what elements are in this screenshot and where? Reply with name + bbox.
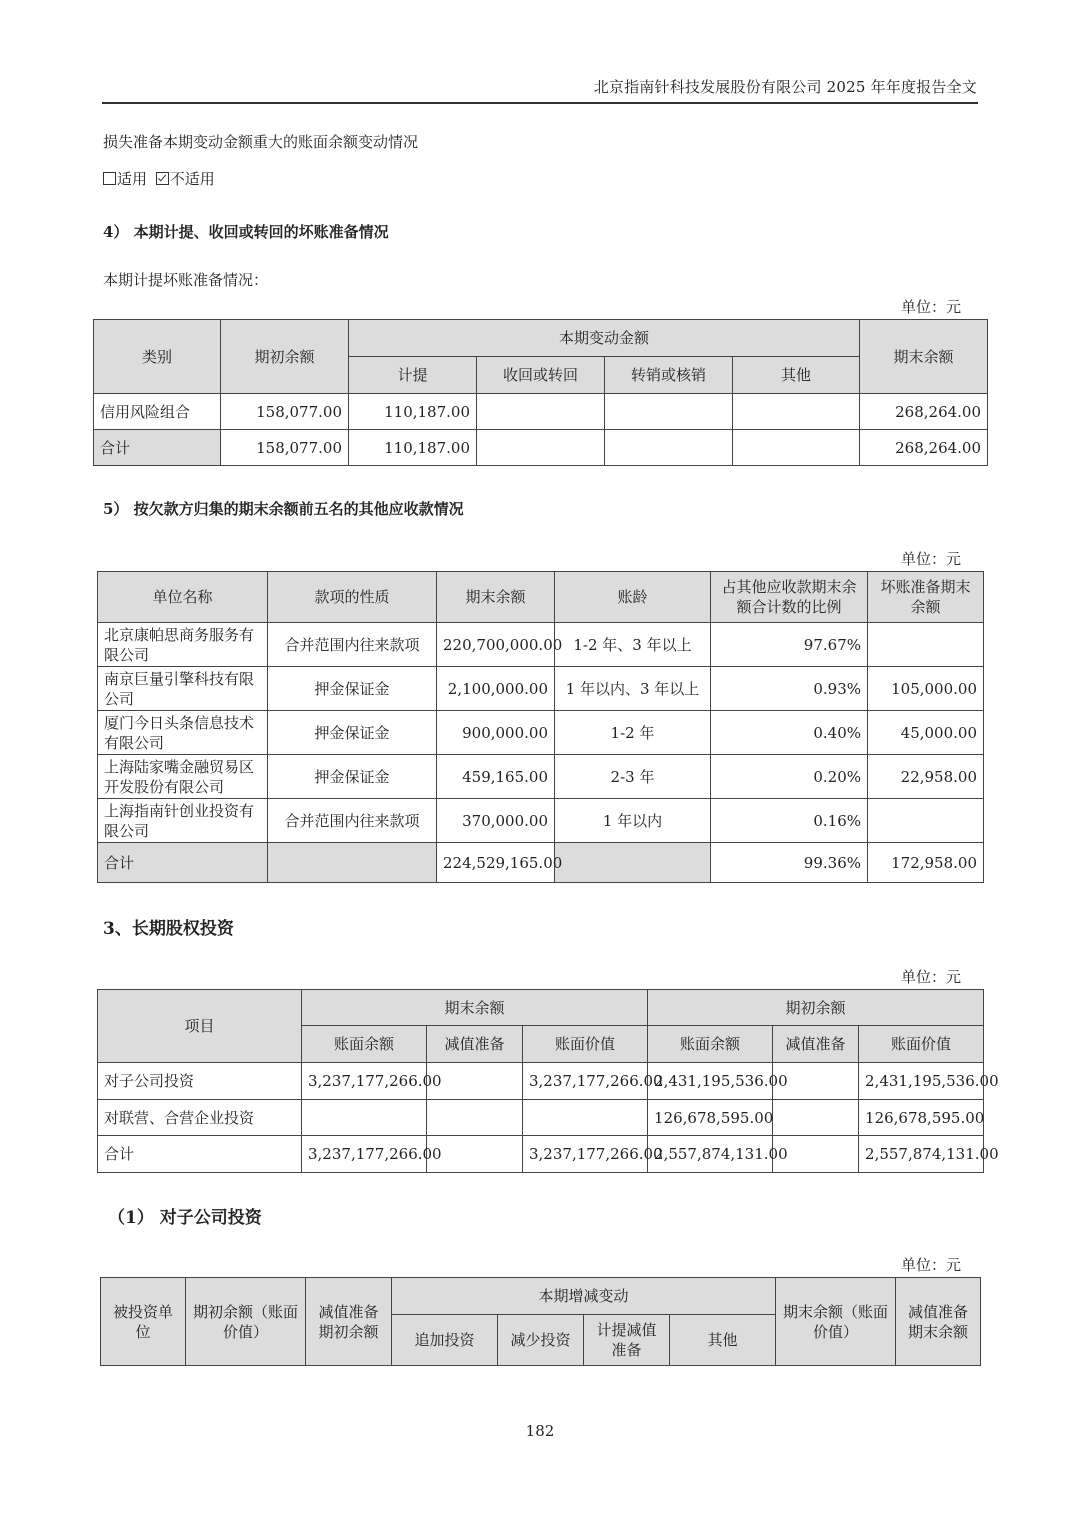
cell-allowance: 22,958.00 (868, 755, 984, 799)
cell-end-value: 3,237,177,266.00 (523, 1136, 648, 1173)
section-4-subtitle: 本期计提坏账准备情况： (103, 271, 269, 289)
option-not-applicable: 不适用 (169, 170, 215, 188)
table-row (98, 711, 984, 755)
cell-ratio: 0.93% (711, 667, 868, 711)
table-row-total (94, 430, 988, 466)
header-begin-impairment: 减值准备 (773, 1026, 859, 1063)
cell-name: 南京巨量引擎科技有限公司 (98, 667, 268, 711)
cell-begin-balance: 2,431,195,536.00 (648, 1063, 773, 1100)
header-closing: 期末余额 (437, 572, 555, 623)
cell-name: 上海指南针创业投资有限公司 (98, 799, 268, 843)
cell-allowance: 172,958.00 (868, 843, 984, 883)
header-name: 单位名称 (98, 572, 268, 623)
cell-allowance: 45,000.00 (868, 711, 984, 755)
header-ratio: 占其他应收款期末余额合计数的比例 (711, 572, 868, 623)
cell-name: 厦门今日头条信息技术有限公司 (98, 711, 268, 755)
cell-aging: 1 年以内 (555, 799, 711, 843)
cell-closing: 2,100,000.00 (437, 667, 555, 711)
option-applicable: 适用 (117, 170, 148, 188)
cell-recovered (477, 394, 605, 430)
header-investee: 被投资单位 (101, 1278, 186, 1366)
cell-closing: 900,000.00 (437, 711, 555, 755)
header-begin-book-value: 账面价值 (859, 1026, 984, 1063)
unchecked-box-icon (103, 172, 116, 185)
header-other: 其他 (670, 1315, 776, 1366)
header-change: 本期变动金额 (349, 320, 860, 357)
cell-ratio: 97.67% (711, 623, 868, 667)
cell-ratio: 0.40% (711, 711, 868, 755)
cell-name: 上海陆家嘴金融贸易区开发股份有限公司 (98, 755, 268, 799)
cell-begin-value: 126,678,595.00 (859, 1100, 984, 1136)
header-closing: 期末余额（账面价值） (776, 1278, 896, 1366)
cell-begin-balance: 2,557,874,131.00 (648, 1136, 773, 1173)
header-opening: 期初余额（账面价值） (186, 1278, 306, 1366)
table-row (98, 755, 984, 799)
report-title: 北京指南针科技发展股份有限公司 2025 年年度报告全文 (593, 78, 977, 96)
header-change: 本期增减变动 (392, 1278, 776, 1315)
cell-ratio: 0.16% (711, 799, 868, 843)
header-end-book-value: 账面价值 (523, 1026, 648, 1063)
header-impairment-opening: 减值准备期初余额 (306, 1278, 392, 1366)
cell-closing: 268,264.00 (860, 430, 988, 466)
cell-allowance (868, 799, 984, 843)
cell-item: 对子公司投资 (98, 1063, 302, 1100)
cell-allowance (868, 623, 984, 667)
subsidiary-investment-table (100, 1277, 981, 1366)
header-end-impairment: 减值准备 (427, 1026, 523, 1063)
section-5-unit: 单位：元 (900, 550, 961, 568)
applicability-options (103, 169, 215, 189)
cell-closing: 268,264.00 (860, 394, 988, 430)
cell-begin-balance: 126,678,595.00 (648, 1100, 773, 1136)
cell-begin-value: 2,557,874,131.00 (859, 1136, 984, 1173)
table-row (98, 623, 984, 667)
header-category: 类别 (94, 320, 221, 394)
table-row (98, 1063, 984, 1100)
cell-end-value (523, 1100, 648, 1136)
cell-name: 合计 (98, 843, 268, 883)
cell-category: 合计 (94, 430, 221, 466)
table-row (94, 394, 988, 430)
header-begin-book-balance: 账面余额 (648, 1026, 773, 1063)
header-reduce-investment: 减少投资 (498, 1315, 584, 1366)
cell-recovered (477, 430, 605, 466)
cell-category: 信用风险组合 (94, 394, 221, 430)
cell-written-off (605, 430, 733, 466)
table-row (98, 1100, 984, 1136)
header-allowance: 坏账准备期末余额 (868, 572, 984, 623)
header-end: 期末余额 (302, 990, 648, 1026)
table-row-total (98, 843, 984, 883)
header-end-book-balance: 账面余额 (302, 1026, 427, 1063)
cell-end-value: 3,237,177,266.00 (523, 1063, 648, 1100)
table-row (98, 799, 984, 843)
header-opening: 期初余额 (221, 320, 349, 394)
cell-opening: 158,077.00 (221, 394, 349, 430)
cell-ratio: 99.36% (711, 843, 868, 883)
cell-closing: 459,165.00 (437, 755, 555, 799)
cell-closing: 370,000.00 (437, 799, 555, 843)
long-term-equity-investment-table (97, 989, 999, 1173)
cell-aging-empty (555, 843, 711, 883)
header-impairment-closing: 减值准备期末余额 (896, 1278, 981, 1366)
section-5-heading: 5） 按欠款方归集的期末余额前五名的其他应收款情况 (103, 500, 464, 518)
header-provision: 计提 (349, 357, 477, 394)
cell-other (733, 394, 860, 430)
cell-aging: 1 年以内、3 年以上 (555, 667, 711, 711)
section-3-unit: 单位：元 (900, 968, 961, 986)
header-item: 项目 (98, 990, 302, 1063)
cell-allowance: 105,000.00 (868, 667, 984, 711)
cell-other (733, 430, 860, 466)
header-aging: 账龄 (555, 572, 711, 623)
cell-provision: 110,187.00 (349, 394, 477, 430)
table-row-total (98, 1136, 984, 1173)
header-written-off: 转销或核销 (605, 357, 733, 394)
header-add-investment: 追加投资 (392, 1315, 498, 1366)
cell-aging: 2-3 年 (555, 755, 711, 799)
cell-begin-value: 2,431,195,536.00 (859, 1063, 984, 1100)
cell-nature: 合并范围内往来款项 (268, 623, 437, 667)
cell-nature: 合并范围内往来款项 (268, 799, 437, 843)
header-impairment-provision: 计提减值准备 (584, 1315, 670, 1366)
checked-box-icon (156, 172, 169, 185)
section-4-unit: 单位：元 (900, 298, 961, 316)
table-row (98, 667, 984, 711)
cell-closing: 220,700,000.00 (437, 623, 555, 667)
cell-end-impairment (427, 1100, 523, 1136)
cell-item: 对联营、合营企业投资 (98, 1100, 302, 1136)
cell-end-balance: 3,237,177,266.00 (302, 1063, 427, 1100)
cell-aging: 1-2 年、3 年以上 (555, 623, 711, 667)
cell-begin-impairment (773, 1100, 859, 1136)
cell-nature: 押金保证金 (268, 667, 437, 711)
subsection-1-heading: （1） 对子公司投资 (108, 1208, 262, 1228)
cell-nature: 押金保证金 (268, 711, 437, 755)
cell-written-off (605, 394, 733, 430)
subsection-1-unit: 单位：元 (900, 1256, 961, 1274)
cell-name: 北京康帕思商务服务有限公司 (98, 623, 268, 667)
header-other: 其他 (733, 357, 860, 394)
cell-end-balance: 3,237,177,266.00 (302, 1136, 427, 1173)
cell-ratio: 0.20% (711, 755, 868, 799)
header-rule (102, 102, 978, 104)
cell-nature-empty (268, 843, 437, 883)
cell-closing: 224,529,165.00 (437, 843, 555, 883)
top-five-receivables-table (97, 571, 984, 883)
page-number: 182 (525, 1422, 555, 1440)
bad-debt-provision-table (93, 319, 988, 466)
cell-item: 合计 (98, 1136, 302, 1173)
header-begin: 期初余额 (648, 990, 984, 1026)
cell-opening: 158,077.00 (221, 430, 349, 466)
intro-line: 损失准备本期变动金额重大的账面余额变动情况 (103, 133, 419, 151)
header-recovered: 收回或转回 (477, 357, 605, 394)
header-closing: 期末余额 (860, 320, 988, 394)
cell-aging: 1-2 年 (555, 711, 711, 755)
section-4-heading: 4） 本期计提、收回或转回的坏账准备情况 (103, 223, 389, 241)
section-3-heading: 3、长期股权投资 (103, 919, 234, 939)
cell-end-balance (302, 1100, 427, 1136)
header-nature: 款项的性质 (268, 572, 437, 623)
cell-provision: 110,187.00 (349, 430, 477, 466)
cell-nature: 押金保证金 (268, 755, 437, 799)
